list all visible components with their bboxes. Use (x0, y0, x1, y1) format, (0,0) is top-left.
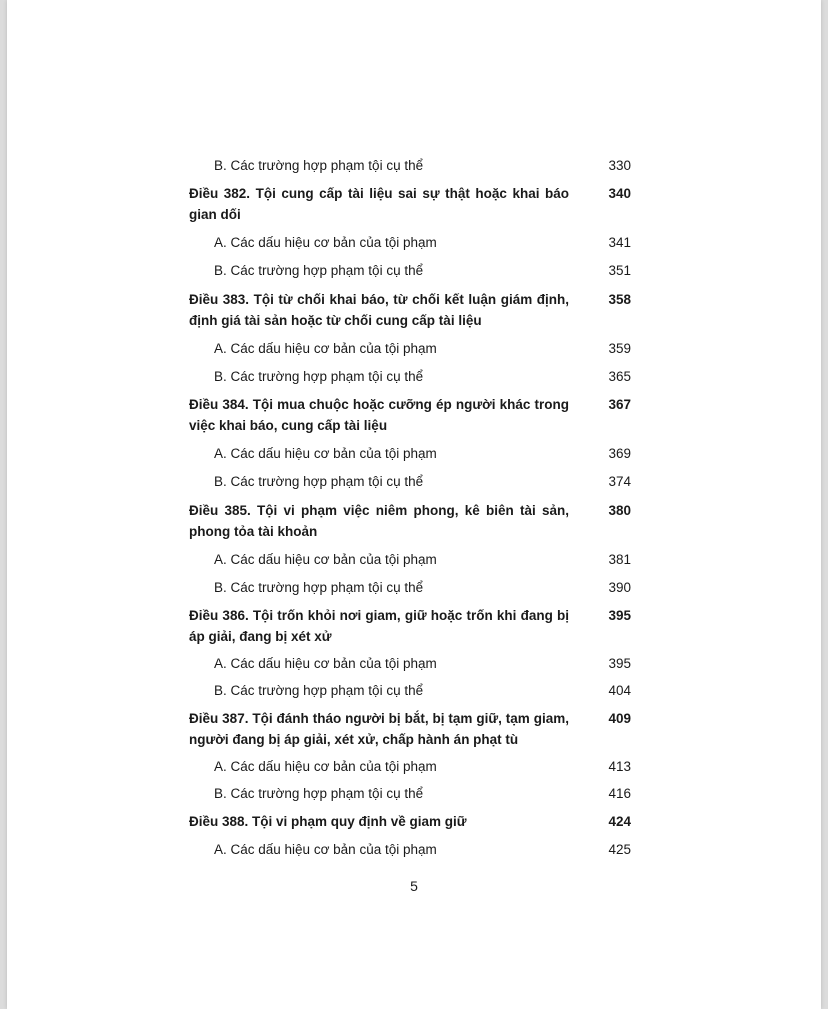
toc-entry-sub (214, 549, 631, 570)
toc-entry-title: Điều 382. Tội cung cấp tài liệu sai sự thật hoặc khai báo gian dối (189, 186, 569, 222)
toc-entry-title: Điều 384. Tội mua chuộc hoặc cưỡng ép người khác trong việc khai báo, cung cấp tài liệu (189, 397, 569, 433)
toc-entry-title: B. Các trường hợp phạm tội cụ thể (214, 158, 424, 173)
toc-entry-article (189, 289, 631, 333)
toc-entry-page: 409 (608, 711, 631, 726)
toc-entry-article (189, 183, 631, 227)
toc-entry-article (189, 500, 631, 544)
table-of-contents (7, 0, 821, 1009)
toc-entry-page: 340 (608, 186, 631, 201)
toc-entry-page: 390 (608, 580, 631, 595)
toc-entry-title: B. Các trường hợp phạm tội cụ thể (214, 683, 424, 698)
toc-entry-title: A. Các dấu hiệu cơ bản của tội phạm (214, 842, 437, 857)
toc-entry-sub (214, 680, 631, 701)
toc-entry-sub (214, 366, 631, 387)
toc-entry-title: A. Các dấu hiệu cơ bản của tội phạm (214, 656, 437, 671)
toc-entry-page: 351 (608, 263, 631, 278)
toc-entry-title: A. Các dấu hiệu cơ bản của tội phạm (214, 552, 437, 567)
toc-entry-title: A. Các dấu hiệu cơ bản của tội phạm (214, 235, 437, 250)
toc-entry-sub (214, 653, 631, 674)
toc-entry-sub (214, 155, 631, 176)
toc-entry-page: 365 (608, 369, 631, 384)
toc-entry-page: 369 (608, 446, 631, 461)
toc-entry-article (189, 605, 631, 649)
toc-entry-page: 330 (608, 158, 631, 173)
toc-entry-sub (214, 443, 631, 464)
toc-entry-page: 395 (608, 608, 631, 623)
toc-entry-title: A. Các dấu hiệu cơ bản của tội phạm (214, 446, 437, 461)
toc-entry-article (189, 394, 631, 438)
toc-entry-sub (214, 232, 631, 253)
toc-entry-title: B. Các trường hợp phạm tội cụ thể (214, 474, 424, 489)
toc-entry-page: 359 (608, 341, 631, 356)
toc-entry-page: 367 (608, 397, 631, 412)
toc-entry-page: 404 (608, 683, 631, 698)
toc-entry-title: B. Các trường hợp phạm tội cụ thể (214, 369, 424, 384)
toc-entry-title: Điều 383. Tội từ chối khai báo, từ chối kết luận giám định, định giá tài sản hoặc từ chối cung cấp tài liệu (189, 292, 569, 328)
toc-entry-page: 358 (608, 292, 631, 307)
toc-entry-sub (214, 839, 631, 860)
toc-entry-sub (214, 338, 631, 359)
toc-entry-page: 374 (608, 474, 631, 489)
toc-entry-sub (214, 577, 631, 598)
document-page (7, 0, 821, 1009)
toc-entry-title: Điều 387. Tội đánh tháo người bị bắt, bị tạm giữ, tạm giam, người đang bị áp giải, xét xử, chấp hành án phạt tù (189, 711, 569, 747)
toc-entry-page: 416 (608, 786, 631, 801)
toc-entry-sub (214, 756, 631, 777)
toc-entry-sub (214, 783, 631, 804)
toc-entry-page: 380 (608, 503, 631, 518)
toc-entry-page: 424 (608, 814, 631, 829)
toc-entry-sub (214, 471, 631, 492)
toc-entry-title: B. Các trường hợp phạm tội cụ thể (214, 580, 424, 595)
toc-entry-sub (214, 260, 631, 281)
toc-entry-page: 341 (608, 235, 631, 250)
toc-entry-page: 395 (608, 656, 631, 671)
toc-entry-article (189, 811, 631, 832)
toc-entry-title: B. Các trường hợp phạm tội cụ thể (214, 786, 424, 801)
page-number: 5 (410, 878, 418, 894)
toc-entry-page: 413 (608, 759, 631, 774)
toc-entry-title: A. Các dấu hiệu cơ bản của tội phạm (214, 341, 437, 356)
toc-entry-page: 425 (608, 842, 631, 857)
toc-entry-title: Điều 385. Tội vi phạm việc niêm phong, kê biên tài sản, phong tỏa tài khoản (189, 503, 569, 539)
toc-entry-article (189, 708, 631, 752)
toc-entry-page: 381 (608, 552, 631, 567)
toc-entry-title: B. Các trường hợp phạm tội cụ thể (214, 263, 424, 278)
toc-entry-title: A. Các dấu hiệu cơ bản của tội phạm (214, 759, 437, 774)
toc-entry-title: Điều 388. Tội vi phạm quy định về giam giữ (189, 814, 467, 829)
toc-entry-title: Điều 386. Tội trốn khỏi nơi giam, giữ hoặc trốn khi đang bị áp giải, đang bị xét xử (189, 608, 569, 644)
